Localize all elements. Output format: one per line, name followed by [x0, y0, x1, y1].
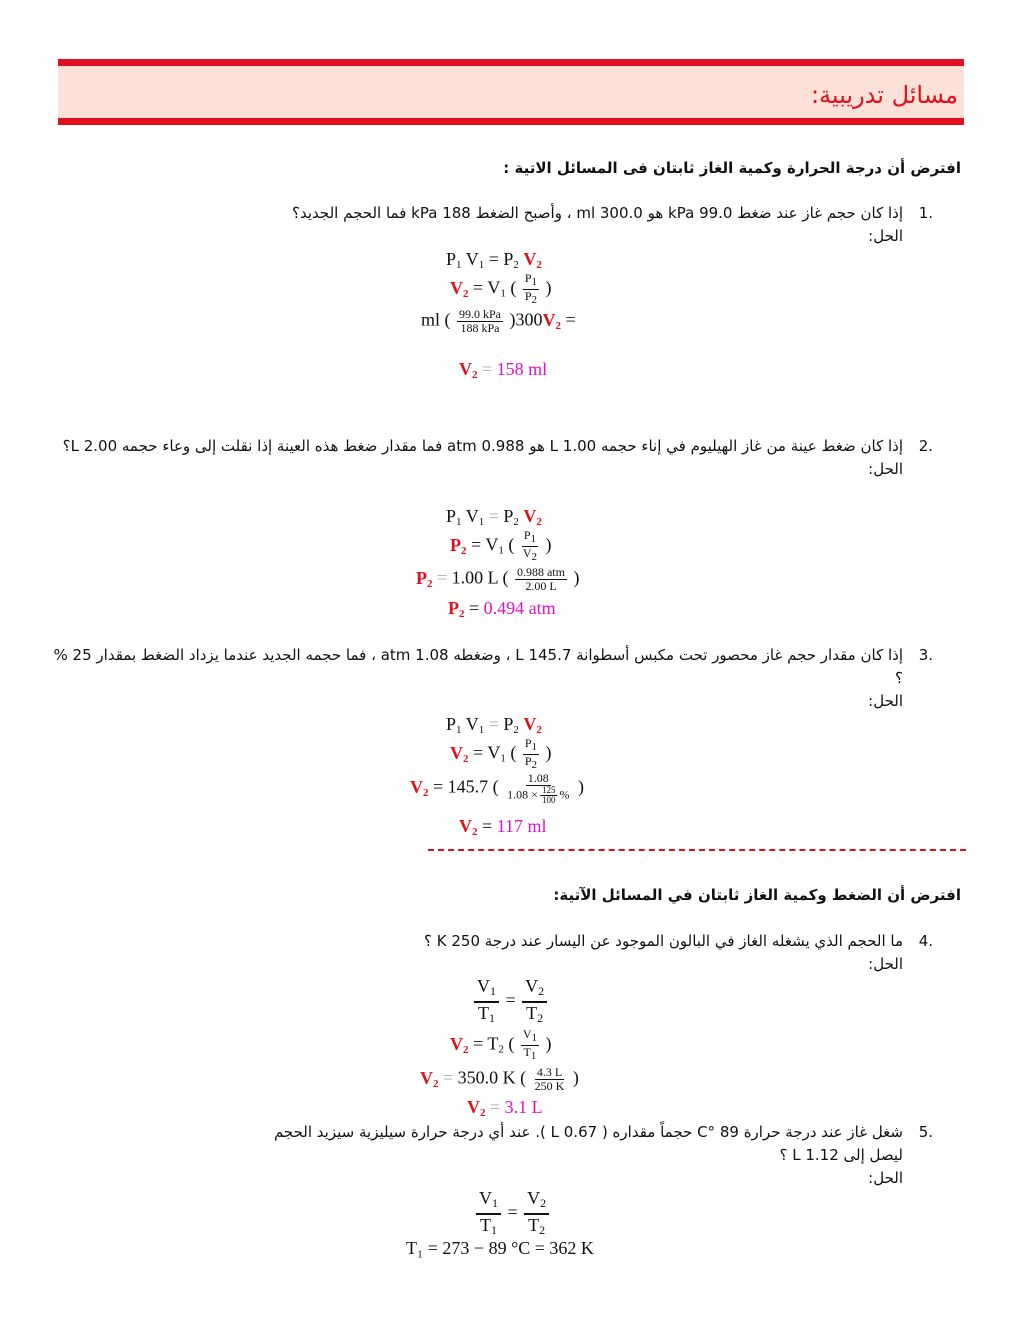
- question-4: [103, 930, 933, 976]
- q4-formula-3: $V_2 = 350.0$ K ( $\frac{4.3 L}{250 K}$ ): [420, 1065, 579, 1093]
- q2-result: $P_2 = 0.494$ atm: [448, 598, 556, 620]
- q1-formula-3: ml ( $\frac{\text{99.0 kPa}}{\text{188 kPa}}$ )$300V_2$ =: [421, 307, 576, 335]
- q3-formula-2: $V_2 = V_1$ ( $\frac{P_1}{P_2}$ ): [450, 736, 552, 771]
- question-5: [253, 1121, 933, 1190]
- solution-label: الحل:: [868, 460, 903, 478]
- q4-frac-num: 4.3 L: [536, 1065, 563, 1079]
- q2-formula-3: $P_2 = 1.00$ L ( $\frac{\text{0.988 atm}}{2.00 L}$ ): [416, 565, 580, 593]
- q2-formula-2: $P_2 = V_1$ ( $\frac{P_1}{V_2}$ ): [450, 528, 552, 563]
- q1-formula-2: $V_2 = V_1$ ( $\frac{P_1}{P_2}$ ): [450, 271, 552, 306]
- q5-formula-2: T₁ = 273 − 89 °C = 362 K: [406, 1238, 594, 1258]
- solution-label: الحل:: [868, 955, 903, 973]
- question-number: 3.: [918, 646, 933, 664]
- section2-intro: افترض أن الضغط وكمية الغاز ثابتان في المسائل الآتية:: [553, 886, 961, 904]
- question-3: [43, 644, 933, 713]
- question-number: 5.: [918, 1123, 933, 1141]
- question-text: إذا كان ضغط عينة من غاز الهيليوم في إناء حجمه 1.00 L هو 0.988 atm فما مقدار ضغط هذه العينة إذا نقلت إلى وعاء حجمه 2.00 L؟: [62, 437, 903, 455]
- question-text: إذا كان مقدار حجم غاز محصور تحت مكبس أسطوانة 145.7 L ، وضغطه 1.08 atm ، فما حجمه الجديد عندما يزداد الضغط بمقدار 25 % ؟: [53, 646, 903, 687]
- q3-frac-den: 1.08 × $\frac{125}{100}$ %: [507, 785, 570, 805]
- section-header: [58, 59, 964, 125]
- question-number: 1.: [918, 204, 933, 222]
- q1-formula-1: $P_1$ $V_1 = P_2$ $V_2$: [446, 249, 542, 271]
- question-number: 4.: [918, 932, 933, 950]
- solution-label: الحل:: [868, 1169, 903, 1187]
- q2-frac-den: 2.00 L: [525, 579, 557, 593]
- question-text: شغل غاز عند درجة حرارة 89 °C حجماً مقداره ( 0.67 L ). عند أي درجة حرارة سيليزية سيزيد الحجم ليصل إلى 1.12 L ؟: [273, 1123, 903, 1164]
- q1-frac-den: 188 kPa: [460, 321, 500, 335]
- q1-result: $V_2 = 158$ ml: [459, 359, 548, 381]
- q2-frac-num: 0.988 atm: [516, 565, 565, 579]
- question-2: [43, 435, 933, 481]
- section-divider: [428, 849, 966, 851]
- q4-result: $V_2 = 3.1$ L: [467, 1097, 543, 1119]
- question-text: إذا كان حجم غاز عند ضغط 99.0 kPa هو 300.0 ml ، وأصبح الضغط 188 kPa فما الحجم الجديد؟: [292, 204, 903, 222]
- header-top-bar: [58, 59, 964, 66]
- header-bottom-bar: [58, 118, 964, 125]
- q5-formula-1: $\frac{V_1}{T_1}$ = $\frac{V_2}{T_2}$: [474, 1188, 551, 1240]
- q3-formula-1: $P_1$ $V_1 = P_2$ $V_2$: [446, 714, 542, 736]
- question-1: [103, 202, 933, 248]
- q3-frac-num: 1.08: [527, 771, 549, 785]
- q3-formula-3: $V_2 = 145.7$ ( 1.08 1.08 × $\frac{125}{100}$ % ): [410, 771, 584, 805]
- q1-frac-num: 99.0 kPa: [459, 307, 501, 321]
- q3-result: $V_2 = 117$ ml: [459, 816, 547, 838]
- q4-formula-2: $V_2 = T_2$ ( $\frac{V_1}{T_1}$ ): [450, 1027, 552, 1062]
- q2-formula-1: $P_1$ $V_1 = P_2$ $V_2$: [446, 506, 542, 528]
- q4-frac-den: 250 K: [534, 1079, 565, 1093]
- page-title: مسائل تدريبية:: [810, 81, 958, 109]
- solution-label: الحل:: [868, 692, 903, 710]
- solution-label: الحل:: [868, 227, 903, 245]
- section1-intro: افترض أن درجة الحرارة وكمية الغاز ثابتان فى المسائل الاتية :: [503, 159, 961, 177]
- question-text: ما الحجم الذي يشغله الغاز في البالون الموجود عن اليسار عند درجة 250 K ؟: [424, 932, 903, 950]
- q4-formula-1: $\frac{V_1}{T_1}$ = $\frac{V_2}{T_2}$: [472, 976, 549, 1028]
- question-number: 2.: [918, 437, 933, 455]
